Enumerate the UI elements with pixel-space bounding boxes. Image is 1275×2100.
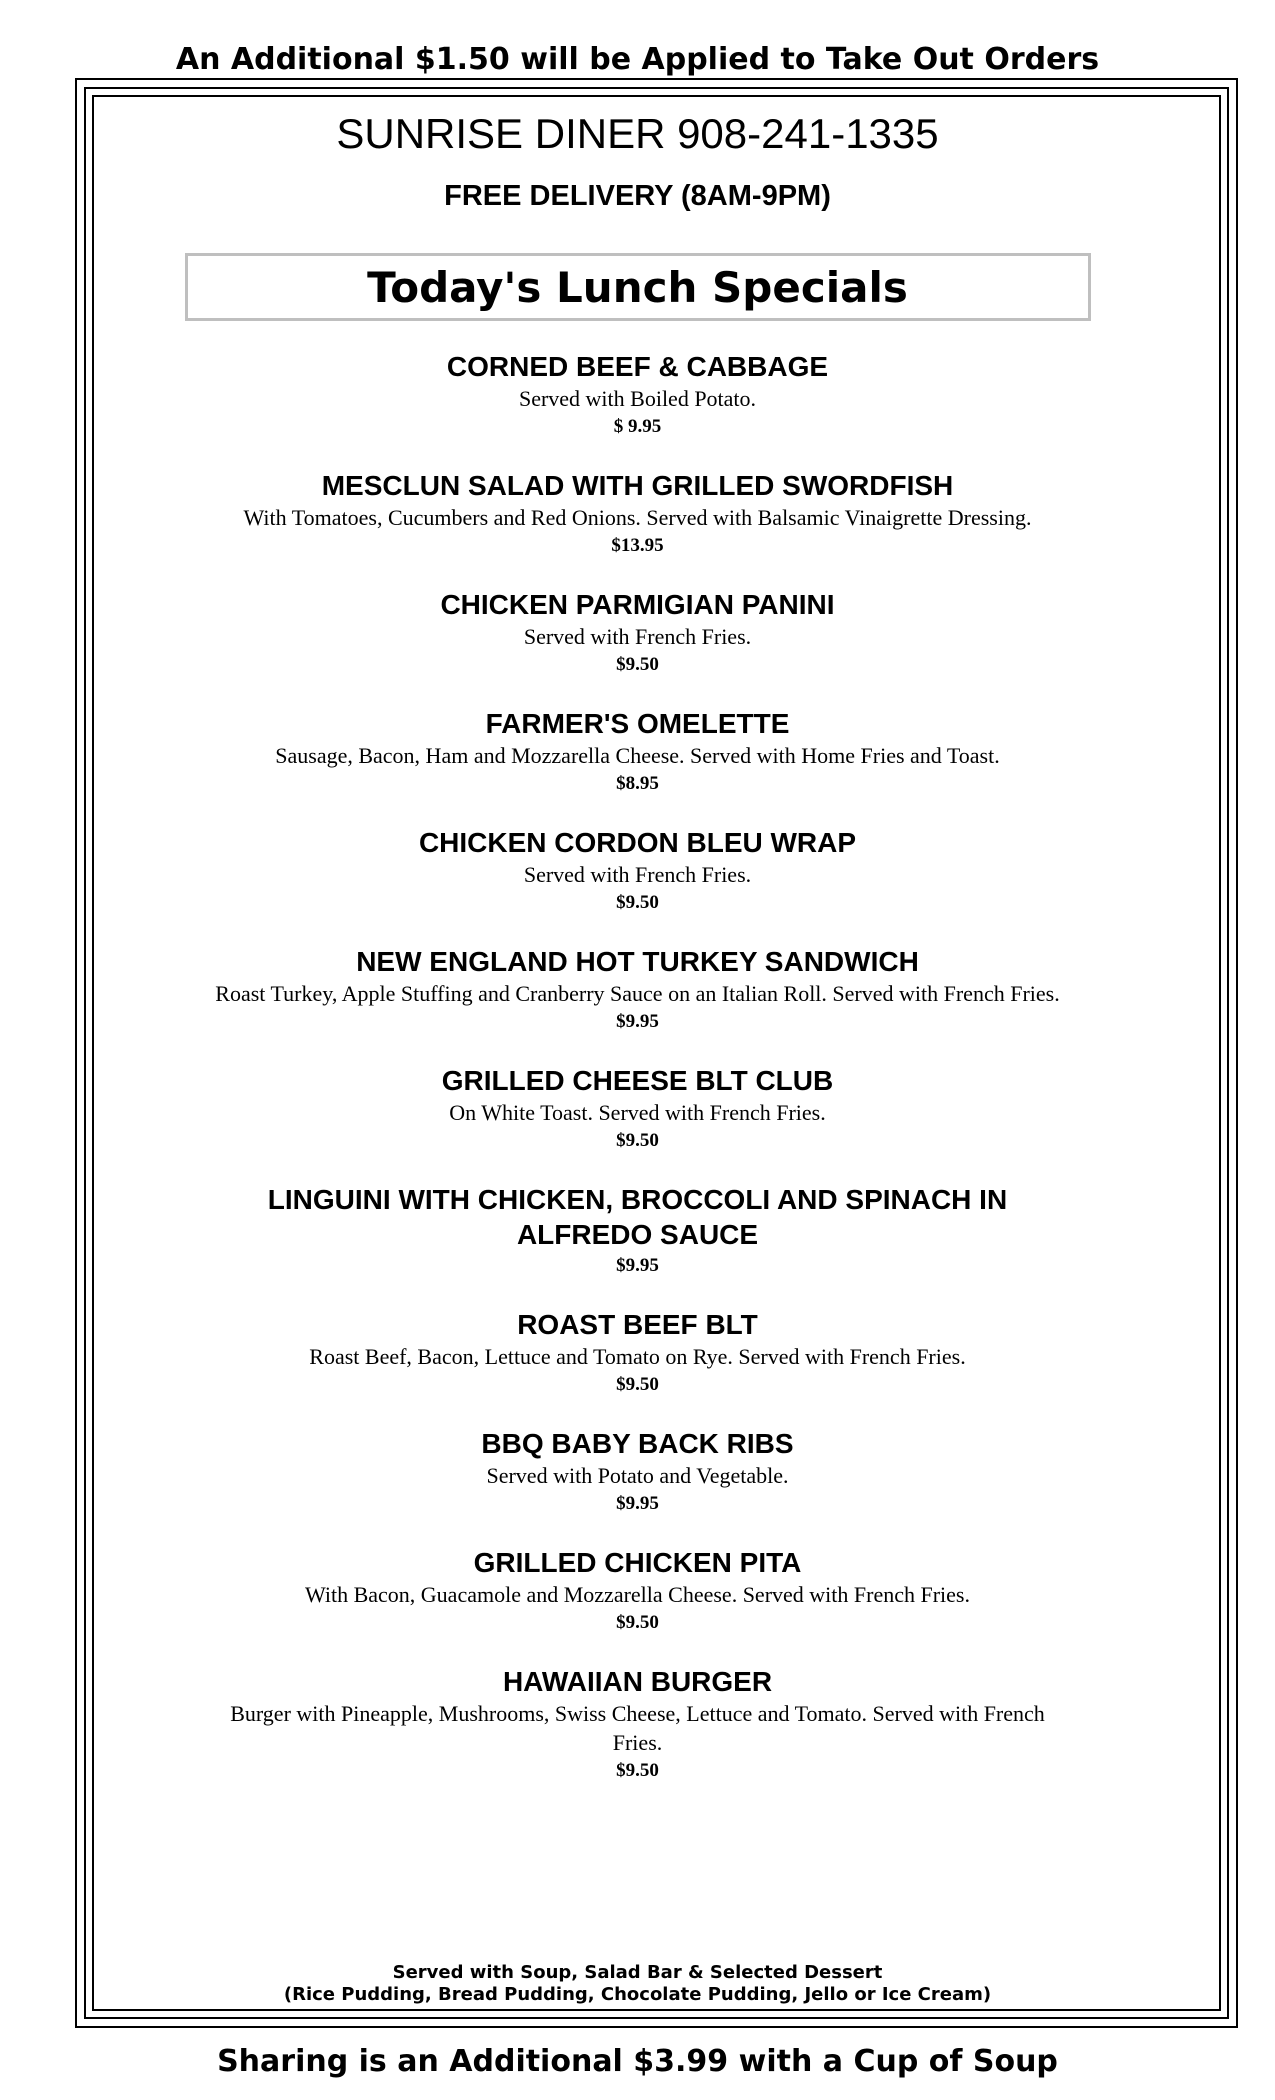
item-name: ROAST BEEF BLT <box>517 1309 758 1340</box>
sharing-note: Sharing is an Additional $3.99 with a Cup of Soup <box>217 2044 1058 2079</box>
item-description: Served with Boiled Potato. <box>518 386 757 411</box>
item-name: GRILLED CHEESE BLT CLUB <box>441 1065 834 1096</box>
item-description: Roast Turkey, Apple Stuffing and Cranberry Sauce on an Italian Roll. Served with French Fries. <box>215 981 1060 1006</box>
menu-item <box>120 1545 1155 1637</box>
item-name: GRILLED CHICKEN PITA <box>473 1547 802 1578</box>
specials-list <box>120 349 1155 1785</box>
item-description: With Bacon, Guacamole and Mozzarella Cheese. Served with French Fries. <box>304 1582 970 1607</box>
menu-item <box>120 1426 1155 1518</box>
restaurant-name: SUNRISE DINER 908-241-1335 <box>336 110 939 157</box>
item-name: NEW ENGLAND HOT TURKEY SANDWICH <box>356 946 919 977</box>
item-price: $ 9.95 <box>613 416 662 437</box>
item-price: $9.50 <box>616 1612 659 1633</box>
item-description: Roast Beef, Bacon, Lettuce and Tomato on Rye. Served with French Fries. <box>309 1344 966 1369</box>
item-description: Sausage, Bacon, Ham and Mozzarella Cheese. Served with Home Fries and Toast. <box>275 743 1000 768</box>
lunch-inclusions <box>120 1962 1155 2006</box>
menu-content <box>120 100 1155 1812</box>
item-price: $9.95 <box>616 1255 659 1276</box>
take-out-note: An Additional $1.50 will be Applied to Take Out Orders <box>175 42 1100 77</box>
item-price: $9.95 <box>616 1493 659 1514</box>
item-description: Served with French Fries. <box>523 624 752 649</box>
item-description: Served with French Fries. <box>523 862 752 887</box>
menu-item <box>120 587 1155 679</box>
delivery-info: FREE DELIVERY (8AM-9PM) <box>444 180 831 212</box>
menu-item <box>120 944 1155 1036</box>
menu-item <box>120 468 1155 560</box>
dessert-options: (Rice Pudding, Bread Pudding, Chocolate Pudding, Jello or Ice Cream) <box>283 1984 992 2005</box>
item-price: $13.95 <box>611 535 664 556</box>
item-price: $8.95 <box>616 773 659 794</box>
item-name: MESCLUN SALAD WITH GRILLED SWORDFISH <box>321 470 954 501</box>
menu-item <box>120 706 1155 798</box>
menu-item <box>120 1307 1155 1399</box>
item-price: $9.95 <box>616 1011 659 1032</box>
served-with-note: Served with Soup, Salad Bar & Selected Dessert <box>392 1962 883 1983</box>
item-price: $9.50 <box>616 654 659 675</box>
item-name: BBQ BABY BACK RIBS <box>481 1428 794 1459</box>
item-price: $9.50 <box>616 1374 659 1395</box>
menu-item <box>120 1664 1155 1785</box>
item-name: CHICKEN PARMIGIAN PANINI <box>440 589 835 620</box>
menu-item <box>120 825 1155 917</box>
item-price: $9.50 <box>616 1760 659 1781</box>
menu-item <box>120 349 1155 441</box>
menu-item <box>120 1063 1155 1155</box>
item-description: Served with Potato and Vegetable. <box>486 1463 789 1488</box>
item-description: Burger with Pineapple, Mushrooms, Swiss Cheese, Lettuce and Tomato. Served with French Fries. <box>230 1701 1045 1755</box>
item-description: With Tomatoes, Cucumbers and Red Onions. Served with Balsamic Vinaigrette Dressing. <box>243 505 1032 530</box>
item-name: LINGUINI WITH CHICKEN, BROCCOLI AND SPINACH IN ALFREDO SAUCE <box>267 1184 1008 1250</box>
item-name: CORNED BEEF & CABBAGE <box>446 351 829 382</box>
item-price: $9.50 <box>616 892 659 913</box>
item-name: FARMER'S OMELETTE <box>485 708 790 739</box>
menu-item <box>120 1182 1155 1280</box>
item-price: $9.50 <box>616 1130 659 1151</box>
section-title: Today's Lunch Specials <box>185 253 1091 321</box>
item-name: HAWAIIAN BURGER <box>502 1666 773 1697</box>
item-description: On White Toast. Served with French Fries. <box>449 1100 826 1125</box>
item-name: CHICKEN CORDON BLEU WRAP <box>418 827 857 858</box>
